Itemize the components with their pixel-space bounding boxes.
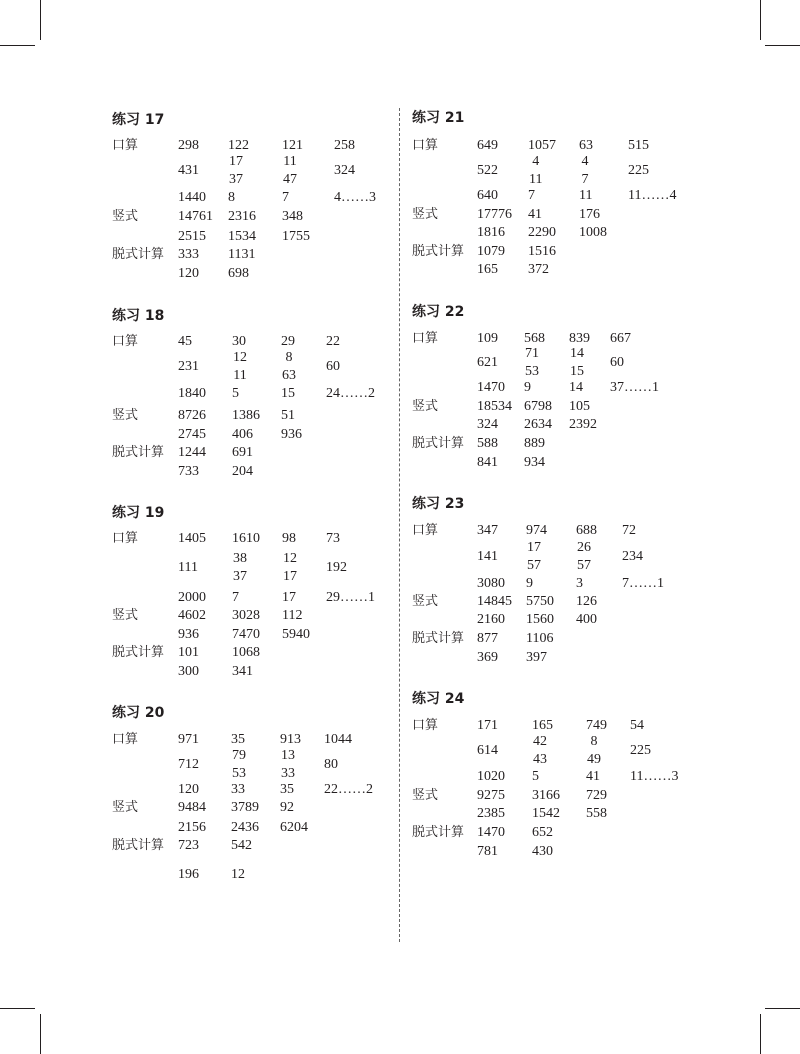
- fraction-answer: [282, 154, 298, 188]
- kousuan-answer: 120: [178, 782, 199, 797]
- tuoshi-answer: 841: [477, 455, 498, 470]
- shushi-answer: 2156: [178, 820, 206, 835]
- fraction-denominator: 63: [282, 368, 296, 383]
- shushi-answer: 1386: [232, 408, 260, 423]
- shushi-answer: 2392: [569, 417, 597, 432]
- shushi-label: 竖式: [112, 408, 139, 423]
- kousuan-answer: 5: [232, 386, 239, 401]
- tuoshi-answer: 733: [178, 464, 199, 479]
- tuoshi-label: 脱式计算: [412, 436, 465, 451]
- shushi-answer: 17776: [477, 207, 512, 222]
- kousuan-answer: 649: [477, 138, 498, 153]
- shushi-answer: 9484: [178, 800, 206, 815]
- fraction-denominator: 37: [233, 569, 247, 584]
- kousuan-answer: 749: [586, 718, 607, 733]
- shushi-answer: 92: [280, 800, 294, 815]
- tuoshi-answer: 723: [178, 838, 199, 853]
- kousuan-answer: 45: [178, 334, 192, 349]
- kousuan-answer: 17: [282, 590, 296, 605]
- shushi-answer: 729: [586, 788, 607, 803]
- kousuan-answer: 3: [576, 576, 583, 591]
- fraction-answer: [528, 154, 543, 188]
- tuoshi-answer: 877: [477, 631, 498, 646]
- kousuan-answer: 111: [178, 560, 198, 575]
- fraction-answer: [532, 734, 548, 768]
- kousuan-answer: 1020: [477, 769, 505, 784]
- tuoshi-answer: 204: [232, 464, 253, 479]
- kousuan-answer: 688: [576, 523, 597, 538]
- shushi-answer: 3166: [532, 788, 560, 803]
- fraction-denominator: 17: [283, 569, 297, 584]
- fraction-answer: [282, 551, 298, 585]
- fraction-numerator: 8: [590, 734, 598, 749]
- kousuan-answer: 1840: [178, 386, 206, 401]
- shushi-answer: 558: [586, 806, 607, 821]
- kousuan-answer: 33: [231, 782, 245, 797]
- shushi-answer: 41: [528, 207, 542, 222]
- shushi-answer: 2385: [477, 806, 505, 821]
- fraction-numerator: 14: [570, 346, 584, 361]
- kousuan-answer: 522: [477, 163, 498, 178]
- exercise-title: 练习 18: [112, 308, 165, 324]
- tuoshi-answer: 698: [228, 266, 249, 281]
- shushi-answer: 3789: [231, 800, 259, 815]
- tuoshi-label: 脱式计算: [412, 631, 465, 646]
- tuoshi-answer: 369: [477, 650, 498, 665]
- kousuan-answer: 122: [228, 138, 249, 153]
- fraction-numerator: 71: [525, 346, 539, 361]
- kousuan-answer: 258: [334, 138, 355, 153]
- shushi-answer: 14845: [477, 594, 512, 609]
- tuoshi-answer: 120: [178, 266, 199, 281]
- kousuan-answer: 712: [178, 757, 199, 772]
- shushi-answer: 1560: [526, 612, 554, 627]
- fraction-numerator: 4: [581, 154, 589, 169]
- kousuan-label: 口算: [112, 732, 139, 747]
- fraction-answer: [280, 748, 296, 782]
- crop-mark-bottom-right-vertical: [760, 1014, 761, 1054]
- fraction-answer: [586, 734, 602, 768]
- kousuan-answer: 1440: [178, 190, 206, 205]
- fraction-denominator: 7: [581, 172, 589, 187]
- tuoshi-answer: 691: [232, 445, 253, 460]
- exercise-title: 练习 22: [412, 304, 465, 320]
- kousuan-answer: 37……1: [610, 380, 659, 395]
- shushi-answer: 400: [576, 612, 597, 627]
- shushi-answer: 2515: [178, 229, 206, 244]
- kousuan-answer: 141: [477, 549, 498, 564]
- kousuan-answer: 913: [280, 732, 301, 747]
- fraction-numerator: 4: [532, 154, 540, 169]
- kousuan-answer: 225: [630, 743, 651, 758]
- kousuan-label: 口算: [412, 331, 439, 346]
- shushi-answer: 348: [282, 209, 303, 224]
- shushi-label: 竖式: [112, 800, 139, 815]
- kousuan-answer: 165: [532, 718, 553, 733]
- shushi-answer: 936: [281, 427, 302, 442]
- kousuan-answer: 171: [477, 718, 498, 733]
- fraction-answer: [231, 748, 247, 782]
- kousuan-answer: 298: [178, 138, 199, 153]
- shushi-label: 竖式: [412, 399, 439, 414]
- kousuan-answer: 109: [477, 331, 498, 346]
- kousuan-answer: 1470: [477, 380, 505, 395]
- shushi-answer: 936: [178, 627, 199, 642]
- shushi-answer: 1008: [579, 225, 607, 240]
- tuoshi-answer: 588: [477, 436, 498, 451]
- kousuan-answer: 1405: [178, 531, 206, 546]
- kousuan-answer: 22……2: [324, 782, 373, 797]
- kousuan-answer: 971: [178, 732, 199, 747]
- fraction-numerator: 26: [577, 540, 591, 555]
- exercise-title: 练习 20: [112, 705, 165, 721]
- shushi-answer: 14761: [178, 209, 213, 224]
- kousuan-answer: 54: [630, 718, 644, 733]
- crop-mark-top-left-vertical: [40, 0, 41, 40]
- kousuan-answer: 9: [524, 380, 531, 395]
- tuoshi-label: 脱式计算: [112, 247, 165, 262]
- shushi-label: 竖式: [412, 788, 439, 803]
- fraction-denominator: 49: [587, 752, 601, 767]
- kousuan-answer: 225: [628, 163, 649, 178]
- fraction-answer: [579, 154, 591, 188]
- tuoshi-label: 脱式计算: [412, 825, 465, 840]
- fraction-denominator: 53: [232, 766, 246, 781]
- crop-mark-top-left-horizontal: [0, 45, 35, 46]
- shushi-answer: 1534: [228, 229, 256, 244]
- kousuan-answer: 63: [579, 138, 593, 153]
- crop-mark-bottom-right-horizontal: [765, 1008, 800, 1009]
- kousuan-answer: 60: [610, 355, 624, 370]
- shushi-label: 竖式: [412, 207, 439, 222]
- shushi-answer: 105: [569, 399, 590, 414]
- tuoshi-answer: 300: [178, 664, 199, 679]
- kousuan-answer: 568: [524, 331, 545, 346]
- shushi-label: 竖式: [412, 594, 439, 609]
- shushi-answer: 324: [477, 417, 498, 432]
- fraction-answer: [281, 350, 297, 384]
- kousuan-answer: 974: [526, 523, 547, 538]
- exercise-title: 练习 19: [112, 505, 165, 521]
- fraction-denominator: 43: [533, 752, 547, 767]
- kousuan-answer: 41: [586, 769, 600, 784]
- tuoshi-label: 脱式计算: [112, 838, 165, 853]
- fraction-answer: [526, 540, 542, 574]
- tuoshi-answer: 12: [231, 867, 245, 882]
- kousuan-answer: 515: [628, 138, 649, 153]
- shushi-answer: 9275: [477, 788, 505, 803]
- tuoshi-answer: 889: [524, 436, 545, 451]
- fraction-numerator: 12: [233, 350, 247, 365]
- kousuan-answer: 3080: [477, 576, 505, 591]
- fraction-numerator: 79: [232, 748, 246, 763]
- fraction-denominator: 15: [570, 364, 584, 379]
- kousuan-answer: 60: [326, 359, 340, 374]
- kousuan-answer: 14: [569, 380, 583, 395]
- kousuan-answer: 30: [232, 334, 246, 349]
- tuoshi-answer: 1079: [477, 244, 505, 259]
- kousuan-answer: 29……1: [326, 590, 375, 605]
- kousuan-answer: 11: [579, 188, 593, 203]
- kousuan-answer: 839: [569, 331, 590, 346]
- kousuan-answer: 80: [324, 757, 338, 772]
- shushi-answer: 1755: [282, 229, 310, 244]
- shushi-answer: 112: [282, 608, 303, 623]
- fraction-numerator: 42: [533, 734, 547, 749]
- exercise-title: 练习 23: [412, 496, 465, 512]
- kousuan-answer: 7: [528, 188, 535, 203]
- kousuan-answer: 35: [231, 732, 245, 747]
- shushi-answer: 1542: [532, 806, 560, 821]
- kousuan-label: 口算: [112, 334, 139, 349]
- tuoshi-label: 脱式计算: [412, 244, 465, 259]
- kousuan-answer: 7: [282, 190, 289, 205]
- fraction-denominator: 53: [525, 364, 539, 379]
- fraction-numerator: 38: [233, 551, 247, 566]
- exercise-title: 练习 17: [112, 112, 165, 128]
- fraction-denominator: 57: [577, 558, 591, 573]
- kousuan-answer: 1057: [528, 138, 556, 153]
- kousuan-answer: 192: [326, 560, 347, 575]
- kousuan-answer: 5: [532, 769, 539, 784]
- kousuan-label: 口算: [112, 138, 139, 153]
- kousuan-answer: 121: [282, 138, 303, 153]
- shushi-answer: 8726: [178, 408, 206, 423]
- tuoshi-answer: 1516: [528, 244, 556, 259]
- fraction-answer: [232, 551, 248, 585]
- kousuan-answer: 7: [232, 590, 239, 605]
- fraction-numerator: 8: [285, 350, 293, 365]
- tuoshi-answer: 652: [532, 825, 553, 840]
- kousuan-answer: 431: [178, 163, 199, 178]
- tuoshi-answer: 1131: [228, 247, 256, 262]
- kousuan-label: 口算: [412, 523, 439, 538]
- shushi-answer: 51: [281, 408, 295, 423]
- tuoshi-answer: 934: [524, 455, 545, 470]
- tuoshi-answer: 341: [232, 664, 253, 679]
- fraction-numerator: 17: [527, 540, 541, 555]
- fraction-numerator: 13: [281, 748, 295, 763]
- fraction-denominator: 11: [233, 368, 247, 383]
- shushi-answer: 3028: [232, 608, 260, 623]
- kousuan-answer: 614: [477, 743, 498, 758]
- kousuan-answer: 324: [334, 163, 355, 178]
- shushi-answer: 2160: [477, 612, 505, 627]
- kousuan-answer: 231: [178, 359, 199, 374]
- kousuan-label: 口算: [412, 718, 439, 733]
- kousuan-answer: 24……2: [326, 386, 375, 401]
- kousuan-answer: 234: [622, 549, 643, 564]
- kousuan-label: 口算: [112, 531, 139, 546]
- fraction-answer: [228, 154, 244, 188]
- kousuan-answer: 35: [280, 782, 294, 797]
- fraction-denominator: 47: [283, 172, 297, 187]
- shushi-answer: 7470: [232, 627, 260, 642]
- fraction-numerator: 12: [283, 551, 297, 566]
- tuoshi-answer: 1470: [477, 825, 505, 840]
- shushi-answer: 406: [232, 427, 253, 442]
- tuoshi-label: 脱式计算: [112, 645, 165, 660]
- exercise-title: 练习 24: [412, 691, 465, 707]
- kousuan-answer: 1610: [232, 531, 260, 546]
- kousuan-answer: 7……1: [622, 576, 664, 591]
- shushi-answer: 2634: [524, 417, 552, 432]
- shushi-label: 竖式: [112, 608, 139, 623]
- crop-mark-top-right-horizontal: [765, 45, 800, 46]
- shushi-answer: 126: [576, 594, 597, 609]
- kousuan-answer: 347: [477, 523, 498, 538]
- kousuan-answer: 73: [326, 531, 340, 546]
- shushi-answer: 2436: [231, 820, 259, 835]
- shushi-answer: 1816: [477, 225, 505, 240]
- fraction-answer: [524, 346, 540, 380]
- shushi-answer: 5750: [526, 594, 554, 609]
- crop-mark-bottom-left-horizontal: [0, 1008, 35, 1009]
- shushi-answer: 2290: [528, 225, 556, 240]
- kousuan-answer: 15: [281, 386, 295, 401]
- kousuan-answer: 2000: [178, 590, 206, 605]
- tuoshi-answer: 1068: [232, 645, 260, 660]
- tuoshi-answer: 372: [528, 262, 549, 277]
- tuoshi-answer: 1106: [526, 631, 554, 646]
- kousuan-answer: 11……4: [628, 188, 677, 203]
- shushi-answer: 6204: [280, 820, 308, 835]
- shushi-answer: 5940: [282, 627, 310, 642]
- crop-mark-bottom-left-vertical: [40, 1014, 41, 1054]
- kousuan-answer: 1044: [324, 732, 352, 747]
- fraction-denominator: 37: [229, 172, 243, 187]
- tuoshi-answer: 196: [178, 867, 199, 882]
- tuoshi-answer: 165: [477, 262, 498, 277]
- kousuan-answer: 22: [326, 334, 340, 349]
- kousuan-answer: 621: [477, 355, 498, 370]
- kousuan-answer: 640: [477, 188, 498, 203]
- tuoshi-answer: 542: [231, 838, 252, 853]
- kousuan-answer: 98: [282, 531, 296, 546]
- kousuan-label: 口算: [412, 138, 439, 153]
- fraction-denominator: 11: [529, 172, 543, 187]
- fraction-denominator: 33: [281, 766, 295, 781]
- tuoshi-answer: 1244: [178, 445, 206, 460]
- kousuan-answer: 72: [622, 523, 636, 538]
- shushi-answer: 176: [579, 207, 600, 222]
- kousuan-answer: 667: [610, 331, 631, 346]
- tuoshi-answer: 781: [477, 844, 498, 859]
- tuoshi-label: 脱式计算: [112, 445, 165, 460]
- crop-mark-top-right-vertical: [760, 0, 761, 40]
- kousuan-answer: 11……3: [630, 769, 679, 784]
- kousuan-answer: 8: [228, 190, 235, 205]
- shushi-answer: 18534: [477, 399, 512, 414]
- fraction-numerator: 11: [283, 154, 297, 169]
- kousuan-answer: 9: [526, 576, 533, 591]
- shushi-answer: 2745: [178, 427, 206, 442]
- fraction-answer: [569, 346, 585, 380]
- shushi-answer: 2316: [228, 209, 256, 224]
- kousuan-answer: 4……3: [334, 190, 376, 205]
- fraction-answer: [576, 540, 592, 574]
- fraction-numerator: 17: [229, 154, 243, 169]
- shushi-label: 竖式: [112, 209, 139, 224]
- column-divider: [399, 108, 400, 942]
- tuoshi-answer: 397: [526, 650, 547, 665]
- fraction-denominator: 57: [527, 558, 541, 573]
- kousuan-answer: 29: [281, 334, 295, 349]
- exercise-title: 练习 21: [412, 110, 465, 126]
- tuoshi-answer: 101: [178, 645, 199, 660]
- tuoshi-answer: 430: [532, 844, 553, 859]
- shushi-answer: 4602: [178, 608, 206, 623]
- fraction-answer: [232, 350, 248, 384]
- shushi-answer: 6798: [524, 399, 552, 414]
- tuoshi-answer: 333: [178, 247, 199, 262]
